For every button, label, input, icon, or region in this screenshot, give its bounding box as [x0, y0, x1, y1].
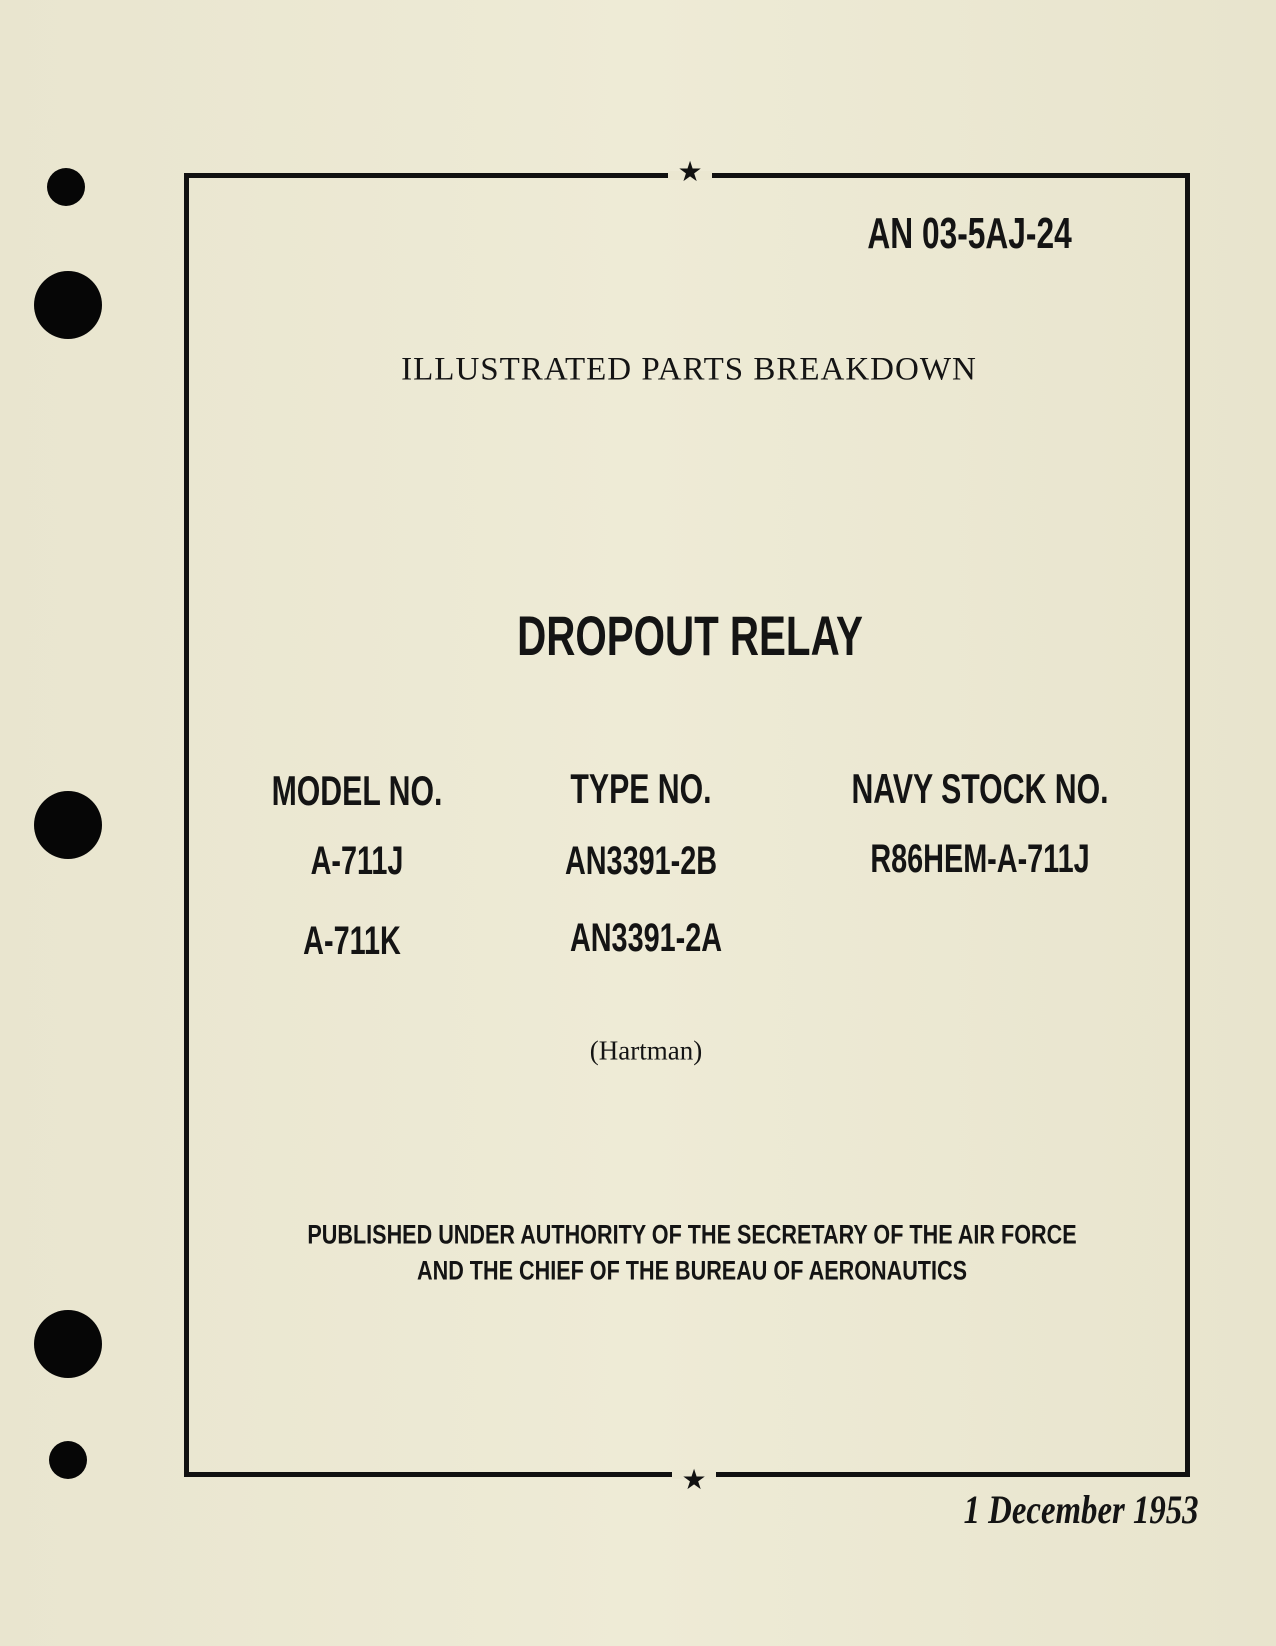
cell-text: AN3391-2A — [569, 916, 723, 960]
star-icon: ★ — [677, 155, 703, 188]
cell-text: A-711K — [303, 919, 401, 963]
document-number — [788, 209, 1072, 258]
star-icon: ★ — [681, 1463, 707, 1496]
punch-hole-icon — [49, 1441, 87, 1479]
cell-text: AN3391-2B — [564, 839, 718, 883]
authority-line-1 — [211, 1219, 1173, 1250]
date-text: 1 December 1953 — [963, 1487, 1199, 1532]
punch-hole-icon — [34, 791, 102, 859]
column-header-type — [543, 765, 739, 812]
column-header-navy-stock — [801, 765, 1158, 812]
model-number — [293, 841, 422, 881]
publication-date — [912, 1487, 1199, 1532]
punch-hole-icon — [47, 168, 85, 206]
document-number-text: AN 03-5AJ-24 — [867, 209, 1072, 258]
header-text: MODEL NO. — [271, 767, 443, 814]
punch-hole-icon — [34, 1310, 102, 1378]
header-text: TYPE NO. — [570, 765, 712, 812]
model-number — [284, 921, 420, 961]
document-title-text: DROPOUT RELAY — [517, 604, 863, 667]
cell-text: A-711J — [310, 839, 404, 883]
authority-text: PUBLISHED UNDER AUTHORITY OF THE SECRETARY OF THE AIR FORCE — [307, 1219, 1077, 1250]
manufacturer: (Hartman) — [589, 1035, 703, 1066]
navy-stock-number — [828, 839, 1133, 879]
authority-line-2 — [348, 1255, 1036, 1286]
type-number — [535, 841, 746, 881]
authority-text: AND THE CHIEF OF THE BUREAU OF AERONAUTICS — [417, 1255, 967, 1286]
header-text: NAVY STOCK NO. — [851, 765, 1109, 812]
type-number — [540, 918, 751, 958]
punch-hole-icon — [34, 271, 102, 339]
document-subtitle: ILLUSTRATED PARTS BREAKDOWN — [401, 351, 977, 388]
document-title — [450, 604, 930, 667]
column-header-model — [238, 767, 475, 814]
cell-text: R86HEM-A-711J — [870, 837, 1090, 881]
